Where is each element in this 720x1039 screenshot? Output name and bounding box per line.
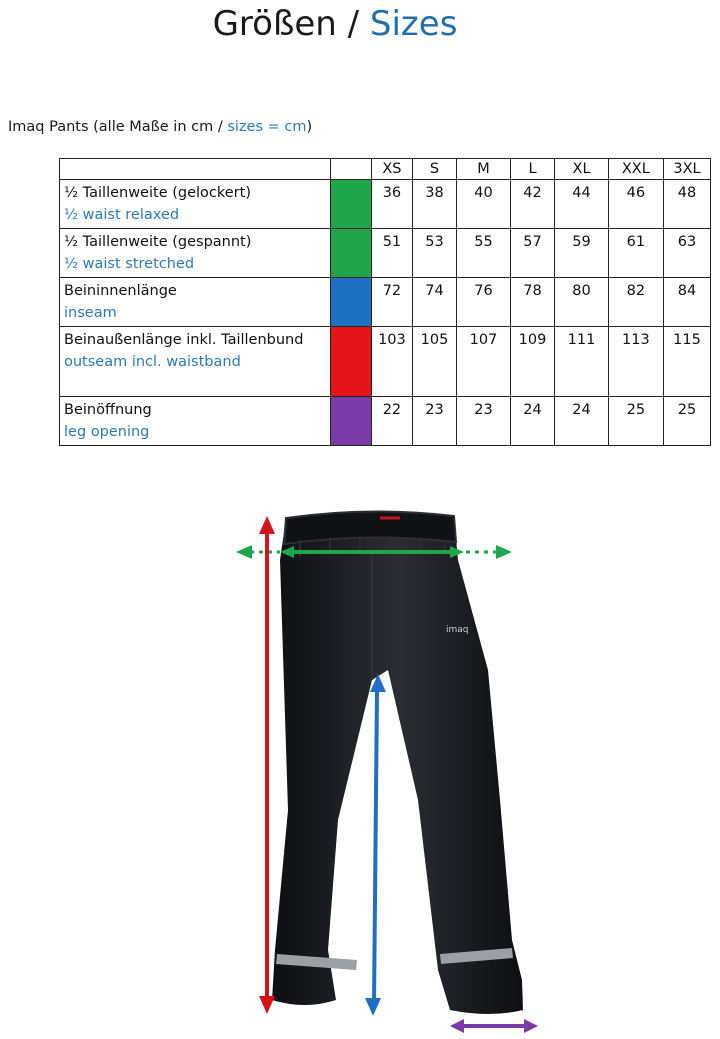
color-swatch bbox=[330, 180, 372, 229]
page-title bbox=[0, 4, 670, 44]
size-value: 51 bbox=[372, 229, 412, 278]
title-en: Sizes bbox=[369, 4, 458, 44]
size-value: 46 bbox=[608, 180, 663, 229]
measurement-row bbox=[60, 327, 711, 397]
size-value: 23 bbox=[457, 397, 510, 446]
size-header: S bbox=[412, 159, 457, 180]
size-value: 25 bbox=[608, 397, 663, 446]
measurement-label bbox=[60, 180, 331, 229]
size-value: 53 bbox=[412, 229, 457, 278]
size-value: 61 bbox=[608, 229, 663, 278]
measurement-label bbox=[60, 327, 331, 397]
inseam-arrow bbox=[365, 674, 386, 1016]
size-value: 113 bbox=[608, 327, 663, 397]
size-value: 74 bbox=[412, 278, 457, 327]
size-header: 3XL bbox=[664, 159, 711, 180]
product-subtitle bbox=[8, 119, 312, 135]
subtitle-close: ) bbox=[306, 119, 313, 135]
color-swatch bbox=[330, 229, 372, 278]
size-value: 22 bbox=[372, 397, 412, 446]
size-value: 38 bbox=[412, 180, 457, 229]
measurement-label-en: ½ waist relaxed bbox=[64, 207, 180, 223]
color-swatch bbox=[330, 397, 372, 446]
size-header: M bbox=[457, 159, 510, 180]
color-swatch bbox=[330, 327, 372, 397]
size-value: 42 bbox=[510, 180, 555, 229]
brand-logo-text: imaq bbox=[446, 625, 469, 635]
size-value: 109 bbox=[510, 327, 555, 397]
size-header: XS bbox=[372, 159, 412, 180]
size-header: L bbox=[510, 159, 555, 180]
size-value: 72 bbox=[372, 278, 412, 327]
measurement-label-en: inseam bbox=[64, 305, 117, 321]
pants-shape bbox=[272, 511, 523, 1014]
outseam-arrow bbox=[259, 516, 275, 1014]
size-value: 23 bbox=[412, 397, 457, 446]
pants-illustration bbox=[0, 470, 720, 1039]
measurement-row bbox=[60, 229, 711, 278]
title-de: Größen bbox=[212, 4, 337, 44]
size-value: 84 bbox=[664, 278, 711, 327]
size-value: 55 bbox=[457, 229, 510, 278]
size-value: 57 bbox=[510, 229, 555, 278]
size-value: 111 bbox=[555, 327, 608, 397]
size-value: 24 bbox=[510, 397, 555, 446]
measurement-label bbox=[60, 397, 331, 446]
size-value: 59 bbox=[555, 229, 608, 278]
size-value: 115 bbox=[664, 327, 711, 397]
size-header-row bbox=[60, 159, 711, 180]
size-value: 40 bbox=[457, 180, 510, 229]
measurement-label-de: Beinöffnung bbox=[64, 402, 152, 418]
size-value: 78 bbox=[510, 278, 555, 327]
size-table bbox=[59, 158, 711, 446]
measurement-row bbox=[60, 397, 711, 446]
color-swatch bbox=[330, 278, 372, 327]
measurement-label-en: ½ waist stretched bbox=[64, 256, 195, 272]
size-header: XL bbox=[555, 159, 608, 180]
measurement-label-en: outseam incl. waistband bbox=[64, 354, 241, 370]
header-swatch-cell bbox=[330, 159, 372, 180]
size-value: 63 bbox=[664, 229, 711, 278]
size-value: 24 bbox=[555, 397, 608, 446]
size-value: 82 bbox=[608, 278, 663, 327]
measurement-row bbox=[60, 278, 711, 327]
header-label-cell bbox=[60, 159, 331, 180]
size-value: 80 bbox=[555, 278, 608, 327]
size-value: 36 bbox=[372, 180, 412, 229]
size-value: 103 bbox=[372, 327, 412, 397]
subtitle-en: sizes = cm bbox=[227, 119, 307, 135]
measurement-label bbox=[60, 229, 331, 278]
size-value: 76 bbox=[457, 278, 510, 327]
subtitle-de: Imaq Pants (alle Maße in cm / bbox=[8, 119, 228, 135]
size-value: 107 bbox=[457, 327, 510, 397]
measurement-row bbox=[60, 180, 711, 229]
size-value: 25 bbox=[664, 397, 711, 446]
measurement-label bbox=[60, 278, 331, 327]
size-header: XXL bbox=[608, 159, 663, 180]
size-value: 105 bbox=[412, 327, 457, 397]
measurement-label-de: Beinaußenlänge inkl. Taillenbund bbox=[64, 332, 304, 348]
measurement-label-de: ½ Taillenweite (gelockert) bbox=[64, 185, 251, 201]
title-separator: / bbox=[336, 4, 370, 44]
measurement-label-de: ½ Taillenweite (gespannt) bbox=[64, 234, 252, 250]
size-value: 48 bbox=[664, 180, 711, 229]
measurement-label-de: Beininnenlänge bbox=[64, 283, 177, 299]
measurement-label-en: leg opening bbox=[64, 424, 150, 440]
size-value: 44 bbox=[555, 180, 608, 229]
leg-opening-arrow bbox=[450, 1019, 538, 1033]
